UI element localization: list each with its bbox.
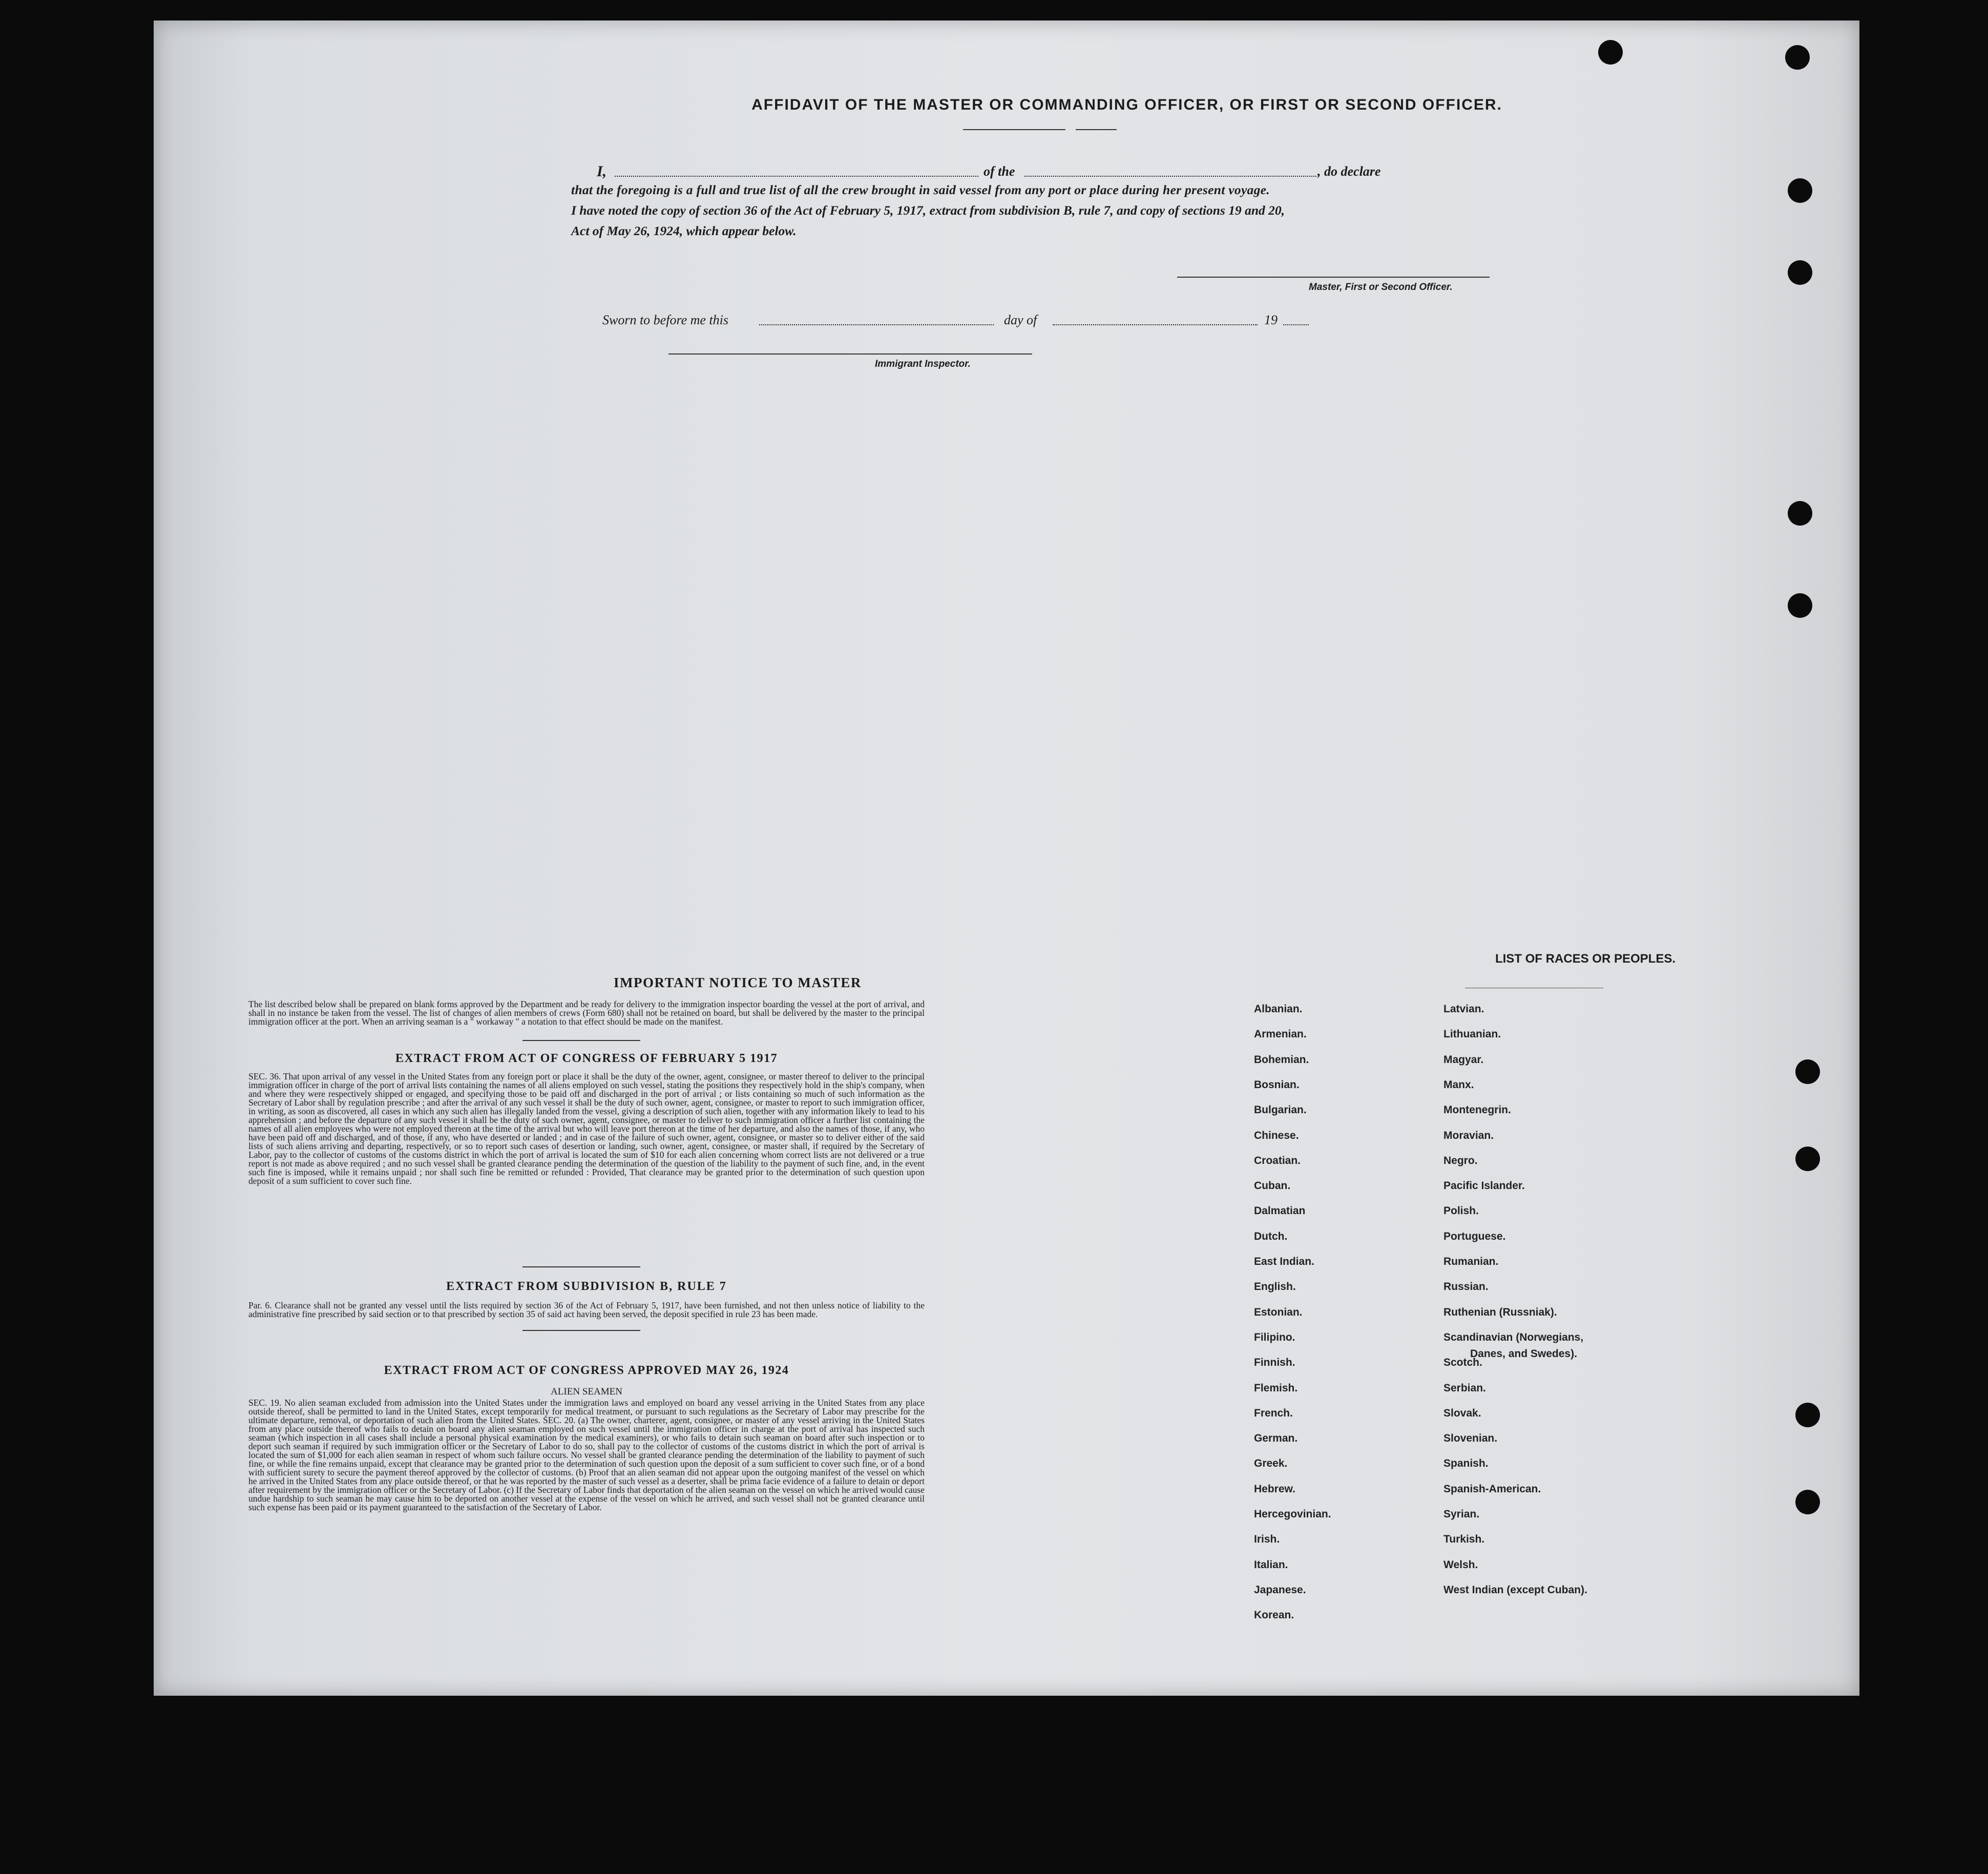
race-item: Polish. [1443, 1205, 1479, 1217]
race-item: Cuban. [1254, 1180, 1291, 1192]
race-item: Scandinavian (Norwegians, [1443, 1331, 1584, 1343]
race-item: Lithuanian. [1443, 1028, 1501, 1040]
alien-seamen-subtitle: ALIEN SEAMEN [551, 1386, 622, 1397]
section-divider [522, 1330, 640, 1331]
signature-line[interactable] [1177, 277, 1490, 278]
race-item: Greek. [1254, 1457, 1288, 1470]
race-item: Magyar. [1443, 1053, 1484, 1066]
race-item: Slovak. [1443, 1407, 1481, 1419]
extract-1924-text: SEC. 19. No alien seaman excluded from admission into the United States under the immigration laws and employed on board any vessel arriving in the United States from any place outside thereof, shall be permitted to land in the United States, except temporarily for medical treatment, or pursuant to such regulations as the Secretary of Labor may prescribe for the ultimate departure, removal, or deportation of such alien from the United States. SEC. 20. (a) The owner, charterer, agent, consignee, or master of any vessel arriving in the United States from any place outside thereof who fails to detain on board any alien seaman employed on such vessel until the immigration officer in charge at the port of arrival has inspected such seaman (which inspection in all cases shall include a personal physical examination by the medical examiners), or who fails to detain such seaman on board after such inspection or to deport such seaman if required by such immigration officer or the Secretary of Labor to do so, shall pay to the collector of customs of the customs district in which the port of arrival is located the sum of $1,000 for each alien seaman in respect of whom such failure occurs. No vessel shall be granted clearance pending the determination of the liability to payment of such fine, or while the fine remains unpaid, except that clearance may be granted prior to the determination of such question upon the deposit of a sum sufficient to cover such fine, or of a bond with sufficient surety to secure the payment thereof approved by the collector of customs. (b) Proof that an alien seaman did not appear upon the outgoing manifest of the vessel on which he arrived in the United States from any place outside thereof, or that he was reported by the master of such vessel as a deserter, shall be prima facie evidence of a failure to detain or deport after requirement by the immigration officer or the Secretary of Labor. (c) If the Secretary of Labor finds that deportation of the alien seaman on the vessel on which he arrived would cause undue hardship to such seaman he may cause him to be deported on another vessel at the expense of the vessel on which he arrived, and such vessel shall not be granted clearance until such expense has been paid or its payment guaranteed to the satisfaction of the Secretary of Labor. [248, 1398, 925, 1512]
race-item: Bohemian. [1254, 1053, 1309, 1066]
day-of-label: day of [1004, 313, 1037, 327]
race-item: Negro. [1443, 1154, 1478, 1167]
race-item: Dalmatian [1254, 1205, 1306, 1217]
notice-text: The list described below shall be prepared on blank forms approved by the Department and be ready for delivery to the immigration inspector boarding the vessel at the port of arrival, and shall in no instance be taken from the vessel. The list of changes of alien members of crews (Form 680) shall not be retained on board, but shall be delivered by the master to the principal immigration officer at the port. When an arriving seaman is a " workaway " a notation to that effect should be made on the manifest. [248, 999, 925, 1027]
race-item: Montenegrin. [1443, 1104, 1511, 1116]
affidavit-title: AFFIDAVIT OF THE MASTER OR COMMANDING OFFICER, OR FIRST OR SECOND OFFICER. [751, 96, 1502, 113]
extract-rule7-title: EXTRACT FROM SUBDIVISION B, RULE 7 [446, 1280, 727, 1293]
race-item: Italian. [1254, 1558, 1288, 1571]
extract-rule7-text: Par. 6. Clearance shall not be granted any vessel until the lists required by section 36 of the Act of February 5, 1917, have been furnished, and not then unless notice of liability to the administrative fine prescribed by said section or to that prescribed by section 35 of said act having been served, the deposit specified in rule 23 has been made. [248, 1300, 925, 1319]
race-item: Albanian. [1254, 1003, 1303, 1015]
sworn-year-blank[interactable] [1283, 324, 1309, 325]
race-item: West Indian (except Cuban). [1443, 1584, 1587, 1596]
race-item: French. [1254, 1407, 1293, 1419]
race-item: Syrian. [1443, 1508, 1480, 1520]
sworn-day-blank[interactable] [759, 324, 994, 325]
race-item: Spanish-American. [1443, 1483, 1541, 1495]
race-item: Korean. [1254, 1609, 1294, 1621]
declaration-line-2: that the foregoing is a full and true list of all the crew brought in said vessel from any port or place during her present voyage. [571, 182, 1270, 197]
declaration-line-3: I have noted the copy of section 36 of the Act of February 5, 1917, extract from subdivision B, rule 7, and copy of sections 19 and 20, [571, 203, 1285, 218]
signature-label: Master, First or Second Officer. [1309, 282, 1453, 293]
binder-hole [1795, 1403, 1820, 1427]
race-item: Welsh. [1443, 1558, 1478, 1571]
inspector-label: Immigrant Inspector. [875, 359, 971, 369]
races-title: LIST OF RACES OR PEOPLES. [1495, 952, 1676, 966]
race-item: Chinese. [1254, 1129, 1299, 1141]
binder-hole [1788, 501, 1812, 526]
race-item: Dutch. [1254, 1230, 1288, 1242]
race-item: Hebrew. [1254, 1483, 1295, 1495]
binder-hole [1788, 178, 1812, 203]
race-item: Russian. [1443, 1281, 1489, 1293]
binder-hole [1788, 260, 1812, 285]
race-item: Estonian. [1254, 1306, 1303, 1318]
binder-hole [1785, 45, 1810, 70]
declaration-line-4: Act of May 26, 1924, which appear below. [571, 223, 797, 238]
race-item: German. [1254, 1432, 1298, 1445]
race-item: Manx. [1443, 1078, 1474, 1091]
race-item: Irish. [1254, 1533, 1280, 1546]
race-item: Serbian. [1443, 1382, 1486, 1394]
race-item: Portuguese. [1443, 1230, 1506, 1242]
sworn-month-blank[interactable] [1053, 324, 1258, 325]
race-item: Turkish. [1443, 1533, 1485, 1546]
race-item: Ruthenian (Russniak). [1443, 1306, 1557, 1318]
inspector-signature-line[interactable] [668, 353, 1032, 355]
binder-hole [1795, 1059, 1820, 1084]
vessel-name-blank[interactable] [1024, 176, 1316, 177]
binder-hole [1795, 1490, 1820, 1514]
race-item: Scotch. [1443, 1357, 1482, 1369]
extract-1917-text: SEC. 36. That upon arrival of any vessel in the United States from any foreign port or place it shall be the duty of the owner, agent, consignee, or master thereof to deliver to the principal immigration officer in charge of the port of arrival lists containing the names of all aliens employed on such vessel, stating the positions they respectively hold in the ship's company, when and where they were respectively shipped or engaged, and specifying those to be paid off and discharged in the port of arrival ; or lists containing so much of such information as the Secretary of Labor shall by regulation prescribe ; and after the arrival of any such vessel it shall be the duty of such owner, agent, consignee, or master to report to such immigration officer, in writing, as soon as discovered, all cases in which any such alien has illegally landed from the vessel, giving a description of such alien, together with any information likely to lead to his apprehension ; and before the departure of any such vessel it shall be the duty of such owner, agent, consignee, or master to deliver to such immigration officer a further list containing the names of all alien employees who were not employed thereon at the time of the arrival but who will leave port thereon at the time of her departure, and also the names of those, if any, who have been paid off and discharged, and of those, if any, who have deserted or landed ; and in case of the failure of such owner, agent, consignee, or master so to deliver either of the said lists of such aliens arriving and departing, respectively, or so to report such cases of desertion or landing, such owner, agent, consignee, or master shall, if required by the Secretary of Labor, pay to the collector of customs of the customs district in which the port of arrival is located the sum of $10 for each alien concerning whom correct lists are not delivered or a true report is not made as above required ; and no such vessel shall be granted clearance pending the determination of the question of the liability to the payment of such fine, and, in the event such fine is imposed, while it remains unpaid ; nor shall such fine be remitted or refunded : Provided, That clearance may be granted prior to the determination of such question upon deposit of a sum sufficient to cover such fine. [248, 1071, 925, 1186]
extract-1917-title: EXTRACT FROM ACT OF CONGRESS OF FEBRUARY 5 1917 [395, 1052, 778, 1065]
sworn-label: Sworn to before me this [602, 313, 729, 327]
race-item: Latvian. [1443, 1003, 1484, 1015]
race-item: Armenian. [1254, 1028, 1307, 1040]
binder-hole [1795, 1147, 1820, 1171]
race-item: Bulgarian. [1254, 1104, 1307, 1116]
race-item: Moravian. [1443, 1129, 1494, 1141]
race-item: Pacific Islander. [1443, 1180, 1525, 1192]
race-item: Finnish. [1254, 1357, 1295, 1369]
race-item: Spanish. [1443, 1457, 1489, 1470]
race-item: Croatian. [1254, 1154, 1301, 1167]
race-item: Slovenian. [1443, 1432, 1498, 1445]
race-item: East Indian. [1254, 1256, 1314, 1267]
race-item: Japanese. [1254, 1584, 1306, 1596]
declarant-name-blank[interactable] [615, 176, 978, 177]
race-item: Bosnian. [1254, 1078, 1300, 1091]
year-prefix: 19 [1264, 313, 1278, 327]
race-item: Danes, and Swedes). [1470, 1347, 1577, 1360]
extract-1924-title: EXTRACT FROM ACT OF CONGRESS APPROVED MAY 26, 1924 [384, 1364, 789, 1377]
of-the-label: of the [983, 164, 1015, 179]
race-item: Hercegovinian. [1254, 1508, 1331, 1520]
binder-hole [1788, 593, 1812, 618]
document-page [154, 20, 1859, 1696]
binder-hole [1598, 40, 1623, 65]
section-divider [522, 1040, 640, 1041]
race-item: Filipino. [1254, 1331, 1295, 1343]
notice-title: IMPORTANT NOTICE TO MASTER [614, 975, 862, 990]
title-underline [963, 129, 1065, 130]
race-item: Rumanian. [1443, 1256, 1499, 1267]
declarant-label: I, [597, 163, 607, 180]
title-underline [1076, 129, 1117, 130]
race-item: English. [1254, 1281, 1296, 1293]
race-item: Flemish. [1254, 1382, 1298, 1394]
do-declare-label: , do declare [1317, 164, 1381, 179]
section-divider [522, 1266, 640, 1267]
